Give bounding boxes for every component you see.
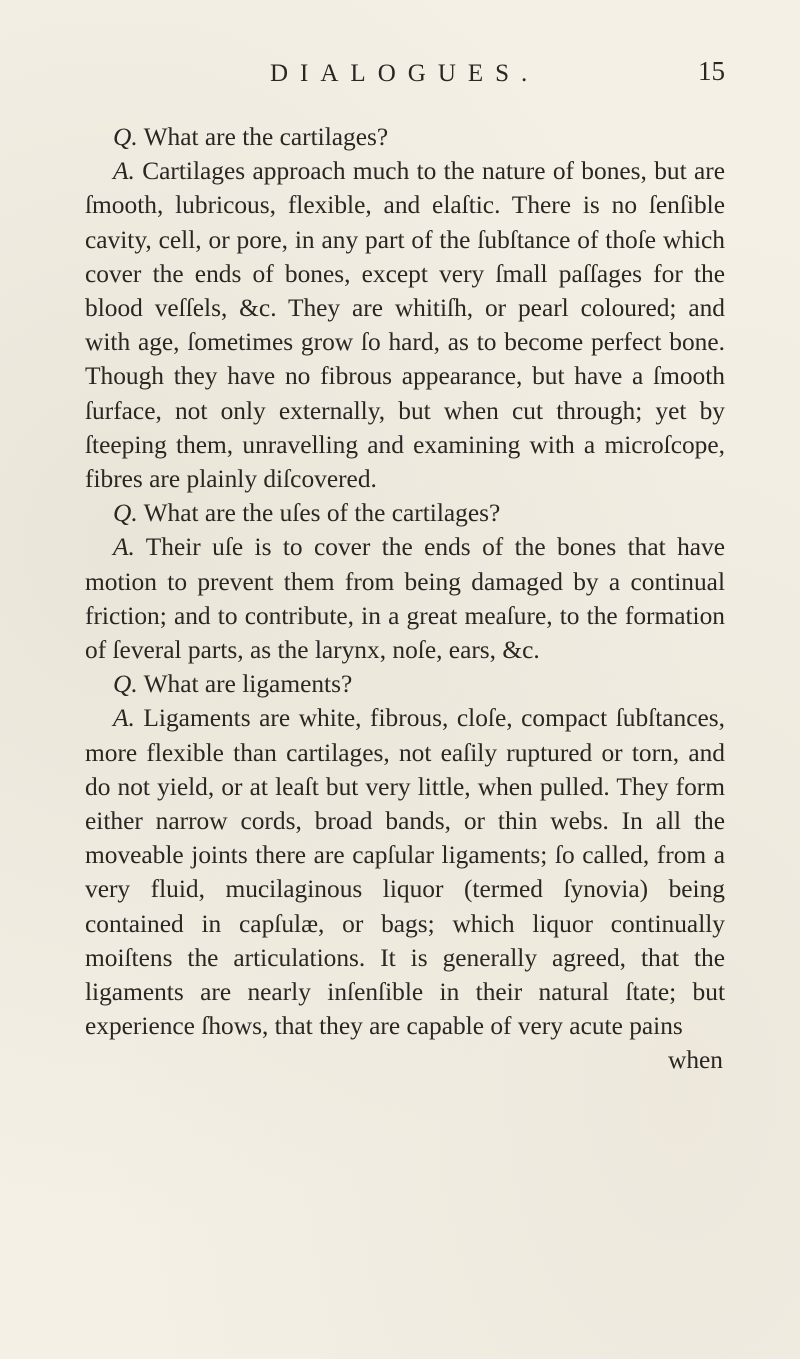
speaker-label: Q. — [113, 123, 138, 151]
speaker-label: Q. — [113, 670, 138, 699]
page-number: 15 — [698, 56, 725, 86]
question-paragraph — [85, 496, 725, 530]
paragraph-text: Their uſe is to cover the ends of the bones that have motion to prevent them from being damaged by a continual friction; and to contribute, in a great meaſure, to the formation of ſeveral parts, as the larynx, noſe, ears, &c. — [85, 533, 725, 665]
running-title: DIALOGUES. — [270, 60, 540, 87]
speaker-label: Q. — [113, 499, 138, 528]
speaker-label: A. — [113, 704, 135, 733]
speaker-label: A. — [113, 157, 135, 186]
paragraph-text: What are the cartilages? — [143, 123, 389, 151]
answer-paragraph — [85, 530, 725, 667]
question-paragraph — [85, 120, 725, 154]
paragraph-text: Cartilages approach much to the nature of bones, but are ſmooth, lubricous, flexible, and elaſtic. There is no ſenſible cavity, cell, or pore, in any part of the ſubſtance of thoſe which cover the ends of bones, except very ſmall paſſages for the blood veſſels, &c. They are whitiſh, or pearl coloured; and with age, ſometimes grow ſo hard, as to become perfect bone. Though they have no fibrous appearance, but have a ſmooth ſurface, not only externally, but when cut through; yet by ſteeping them, unravelling and examining with a microſcope, fibres are plainly diſcovered. — [85, 157, 725, 494]
question-paragraph — [85, 667, 725, 701]
answer-paragraph — [85, 154, 725, 496]
catchword: when — [668, 1046, 723, 1075]
paragraph-text: What are the uſes of the cartilages? — [143, 499, 501, 528]
running-head — [0, 56, 800, 100]
paragraph-text: Ligaments are white, fibrous, cloſe, compact ſubſtances, more flexible than cartilages, not eaſily ruptured or torn, and do not yield, or at leaſt but very little, when pulled. They form either narrow cords, broad bands, or thin webs. In all the moveable joints there are capſular ligaments; ſo called, from a very fluid, mucilaginous liquor (termed ſynovia) being contained in capſulæ, or bags; which liquor continually moiſtens the articulations. It is generally agreed, that the ligaments are nearly inſenſible in their natural ſtate; but experience ſhows, that they are capable of very acute pains — [85, 704, 725, 1041]
paragraph-text: What are ligaments? — [143, 670, 353, 699]
answer-paragraph — [85, 701, 725, 1043]
speaker-label: A. — [113, 533, 135, 562]
body-text — [85, 120, 725, 1078]
